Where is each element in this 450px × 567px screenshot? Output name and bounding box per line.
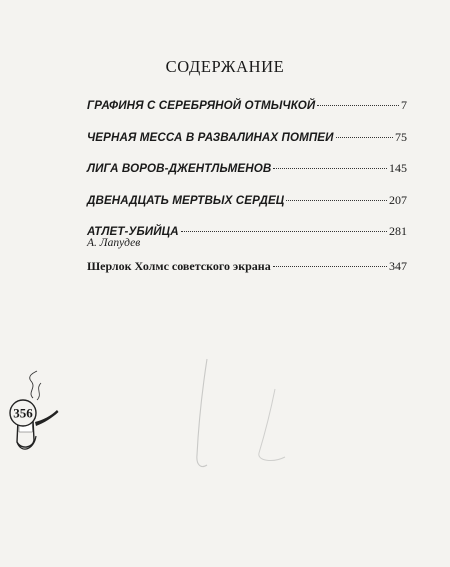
- afterword-page: 347: [389, 259, 407, 273]
- toc-entry: [87, 161, 407, 181]
- afterword-title: Шерлок Холмс советского экрана: [87, 259, 271, 273]
- toc-entry-title: ЛИГА ВОРОВ-ДЖЕНТЛЬМЕНОВ: [87, 162, 272, 176]
- toc-entry-title: АТЛЕТ-УБИЙЦА: [87, 225, 179, 239]
- page-title: СОДЕРЖАНИЕ: [165, 57, 285, 76]
- dot-leader: [336, 137, 393, 138]
- dot-leader: [273, 168, 387, 169]
- toc-entry-page: 145: [389, 161, 407, 176]
- dot-leader: [273, 266, 387, 267]
- smoking-pipe-icon: [3, 370, 61, 458]
- table-of-contents: [87, 98, 407, 256]
- toc-entry: [87, 130, 407, 150]
- toc-entry-title: ГРАФИНЯ С СЕРЕБРЯНОЙ ОТМЫЧКОЙ: [87, 99, 316, 112]
- dot-leader: [317, 105, 399, 106]
- toc-entry-page: 7: [401, 98, 407, 112]
- page-number: 356: [13, 405, 33, 421]
- toc-entry: [87, 98, 407, 118]
- toc-entry-page: 75: [395, 129, 407, 144]
- toc-entry-page: 281: [389, 224, 407, 239]
- dot-leader: [286, 200, 387, 201]
- toc-entry-afterword: [87, 259, 407, 274]
- toc-entry-title: ЧЕРНАЯ МЕССА В РАЗВАЛИНАХ ПОМПЕИ: [87, 130, 334, 144]
- pencil-mark: [185, 355, 325, 475]
- toc-entry: [87, 193, 407, 213]
- afterword-author: А. Лапудев: [87, 237, 141, 249]
- dot-leader: [181, 231, 387, 232]
- toc-entry-page: 207: [389, 192, 407, 207]
- toc-entry-title: ДВЕНАДЦАТЬ МЕРТВЫХ СЕРДЕЦ: [87, 193, 285, 207]
